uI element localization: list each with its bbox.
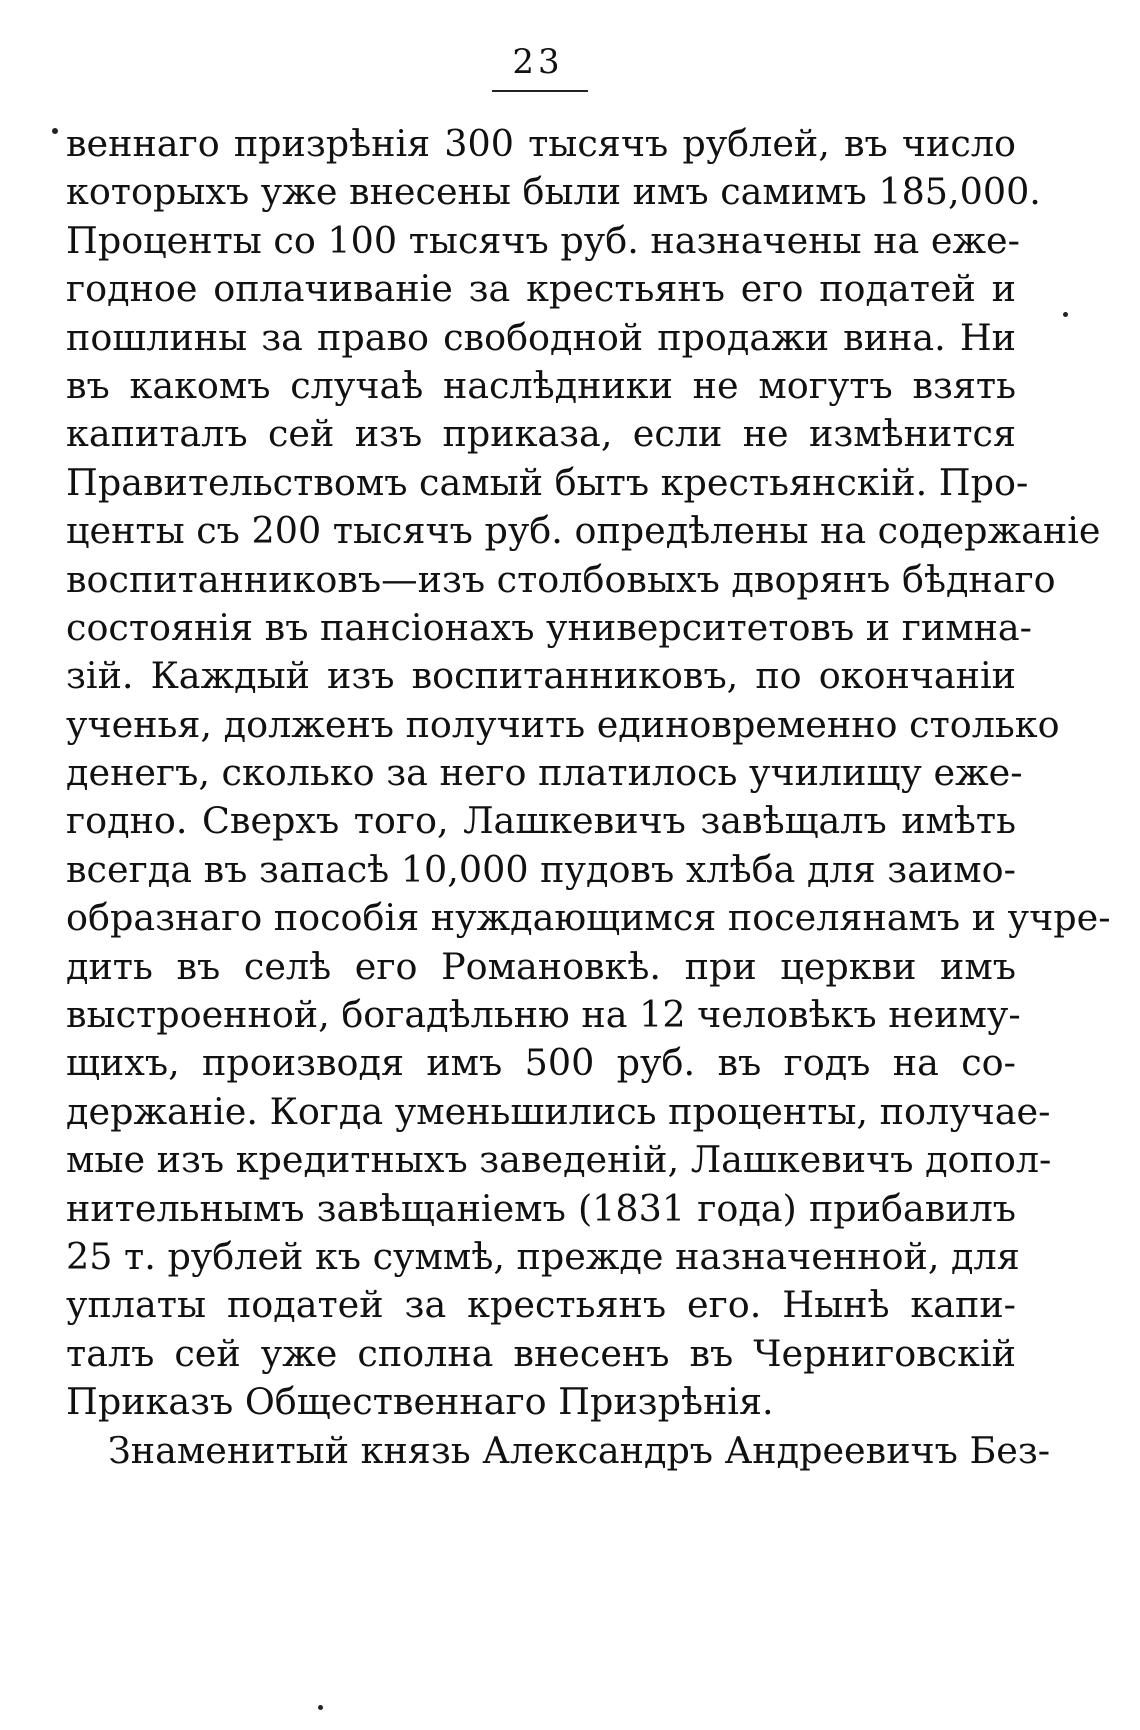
text-line: веннаго призрѣнія 300 тысячъ рублей, въ число bbox=[66, 122, 1016, 165]
text-line: 25 т. рублей къ суммѣ, прежде назначенной, для bbox=[66, 1234, 1020, 1278]
text-line: денегъ, сколько за него платилось училищу еже- bbox=[66, 751, 1023, 795]
text-line: мые изъ кредитныхъ заведеній, Лашкевичъ допол- bbox=[66, 1138, 1052, 1182]
scan-speck bbox=[318, 1705, 323, 1710]
paragraph bbox=[66, 1427, 1051, 1475]
scan-speck bbox=[52, 128, 58, 134]
body-text bbox=[66, 120, 1111, 1475]
page-number-rule bbox=[492, 90, 588, 92]
text-line: годное оплачиваніе за крестьянъ его податей и bbox=[66, 267, 1016, 311]
text-line: центы съ 200 тысячъ руб. опредѣлены на содержаніе bbox=[66, 509, 1101, 553]
text-line: Знаменитый князь Александръ Андреевичъ Без- bbox=[108, 1428, 1051, 1472]
text-line: держаніе. Когда уменьшились проценты, получае- bbox=[66, 1089, 1051, 1133]
text-line: дить въ селѣ его Романовкѣ. при церкви имъ bbox=[66, 944, 1016, 988]
text-line: уплаты податей за крестьянъ его. Нынѣ капи- bbox=[66, 1283, 1016, 1327]
text-line: годно. Сверхъ того, Лашкевичъ завѣщалъ имѣть bbox=[66, 799, 1016, 843]
paragraph bbox=[66, 120, 1111, 1427]
page-number: 23 bbox=[512, 42, 564, 82]
text-line: зій. Каждый изъ воспитанниковъ, по окончаніи bbox=[66, 654, 1016, 698]
text-line: которыхъ уже внесены были имъ самимъ 185,000. bbox=[66, 170, 1041, 214]
text-line: капиталъ сей изъ приказа, если не измѣнится bbox=[66, 412, 1016, 456]
text-line: Приказъ Общественнаго Призрѣнія. bbox=[66, 1380, 774, 1424]
text-line: состоянія въ пансіонахъ университетовъ и гимна- bbox=[66, 605, 1033, 649]
text-line: талъ сей уже сполна внесенъ въ Черниговскій bbox=[66, 1331, 1016, 1375]
scan-speck bbox=[1063, 312, 1068, 317]
text-line: въ какомъ случаѣ наслѣдники не могутъ взять bbox=[66, 363, 1016, 407]
text-line: щихъ, производя имъ 500 руб. въ годъ на со- bbox=[66, 1041, 1016, 1085]
text-line: Правительствомъ самый бытъ крестьянскій. Про- bbox=[66, 460, 1029, 504]
text-line: выстроенной, богадѣльню на 12 человѣкъ неиму- bbox=[66, 993, 1021, 1037]
text-line: воспитанниковъ—изъ столбовыхъ дворянъ бѣднаго bbox=[66, 557, 1056, 601]
text-line: образнаго пособія нуждающимся поселянамъ и учре- bbox=[66, 896, 1111, 940]
text-line: ученья, долженъ получить единовременно столько bbox=[66, 702, 1060, 746]
text-line: нительнымъ завѣщаніемъ (1831 года) прибавилъ bbox=[66, 1186, 1016, 1230]
text-line: всегда въ запасѣ 10,000 пудовъ хлѣба для заимо- bbox=[66, 847, 1016, 891]
text-line: Проценты со 100 тысячъ руб. назначены на еже- bbox=[66, 218, 1020, 262]
text-line: пошлины за право свободной продажи вина. Ни bbox=[66, 315, 1016, 359]
